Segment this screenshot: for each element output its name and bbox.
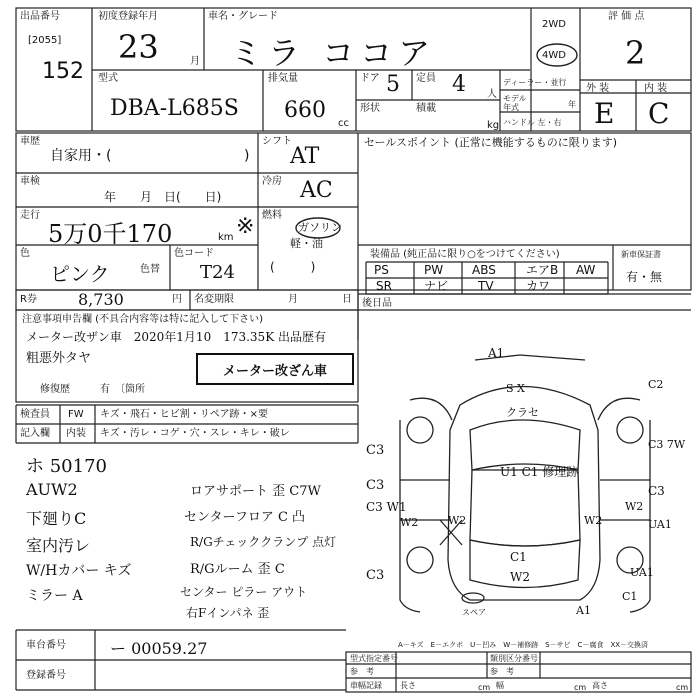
- width-unit: cm: [574, 683, 587, 692]
- drive-4wd: 4WD: [542, 50, 566, 61]
- lot-sub-code: [2055]: [28, 35, 62, 46]
- remark-left-1: ホ 50170: [26, 456, 107, 477]
- exterior-grade: E: [594, 97, 615, 130]
- chassis-label: 車台番号: [26, 640, 66, 651]
- displacement-value: 660: [284, 98, 326, 123]
- lot-number: 152: [42, 59, 84, 84]
- diagram-mark: C1: [622, 590, 638, 603]
- fuel-label: 燃料: [262, 210, 282, 221]
- reference-label-2: 参 考: [490, 667, 514, 676]
- aftersales-label: 後日品: [362, 298, 392, 309]
- mileage-value: 5万0千170: [48, 220, 173, 248]
- remark-left-6: ミラー A: [26, 588, 83, 604]
- remark-right-6: 右Fインパネ 歪: [186, 606, 270, 620]
- remark-left-2: AUW2: [26, 480, 78, 499]
- interior-row-label: 内装: [66, 428, 86, 439]
- displacement-label: 排気量: [268, 73, 298, 84]
- ac-label: 冷房: [262, 176, 282, 187]
- equip-abs: ABS: [472, 263, 496, 277]
- size-record-label: 車幅記録: [350, 681, 382, 690]
- recycle-label: R券: [20, 294, 37, 305]
- fuel-value: ガソリン: [298, 221, 342, 234]
- load-unit: kg: [487, 120, 500, 131]
- repair-history-value: 有 〔箇所: [100, 384, 145, 395]
- first-reg-unit: 月: [190, 56, 200, 67]
- interior-defects: キズ・汚レ・コゲ・穴・スレ・キレ・破レ: [100, 428, 290, 439]
- diagram-mark: C3 W1: [366, 500, 407, 514]
- car-name: ミラ ココア: [230, 34, 437, 72]
- history-label: 車歴: [20, 136, 40, 147]
- color-value: ピンク: [50, 262, 110, 286]
- sales-point-label: セールスポイント (正常に機能するものに限ります): [364, 136, 618, 149]
- diagram-mark: U1 C1 修理跡: [500, 465, 579, 479]
- fuel-paren: ( ): [270, 260, 316, 274]
- car-name-label: 車名・グレード: [208, 11, 278, 22]
- repair-history-label: 修復歴: [40, 384, 70, 395]
- displacement-unit: cc: [338, 118, 349, 129]
- remark-right-3: R/Gチェッククランプ 点灯: [190, 535, 337, 549]
- interior-label: 内 装: [644, 83, 668, 94]
- grade-value: 2: [625, 34, 646, 72]
- notes-line2: 粗悪外タヤ: [26, 351, 92, 366]
- length-label: 長さ: [400, 681, 416, 690]
- diagram-mark: C3: [366, 568, 385, 583]
- fw-label: FW: [68, 409, 84, 420]
- height-label: 高さ: [592, 681, 608, 690]
- equip-navi: ナビ: [424, 279, 449, 293]
- mileage-label: 走行: [20, 210, 40, 221]
- equip-aw: AW: [576, 263, 596, 277]
- model-cert-label: 型式指定番号: [350, 654, 398, 663]
- diagram-mark: UA1: [630, 566, 654, 579]
- remark-right-4: R/Gルーム 歪 C: [190, 562, 285, 577]
- registration-label: 登録番号: [26, 670, 66, 681]
- recycle-value: 8,730: [78, 290, 124, 309]
- diagram-mark: W2: [510, 570, 530, 584]
- model-year-unit: 年: [568, 100, 576, 109]
- doors-value: 5: [386, 72, 400, 97]
- color-code-value: T24: [200, 262, 235, 283]
- history-close: ): [244, 148, 250, 164]
- diagram-mark: W2: [448, 514, 467, 527]
- remark-left-4: 室内汚レ: [26, 536, 91, 555]
- diagram-mark: S X: [506, 382, 525, 395]
- name-change-day: 日: [342, 294, 352, 305]
- remark-right-5: センター ピラー アウト: [180, 585, 308, 599]
- width-label: 幅: [496, 681, 504, 690]
- grade-label: 評 価 点: [608, 11, 645, 22]
- model-value: DBA-L685S: [110, 96, 239, 121]
- recycle-unit: 円: [172, 294, 182, 305]
- diagram-mark: A1: [488, 346, 505, 360]
- diagram-mark: C3: [366, 443, 385, 458]
- mileage-unit: km: [218, 232, 234, 243]
- shaken-text: 年 月 日( 日): [104, 190, 222, 204]
- lot-number-label: 出品番号: [20, 11, 60, 22]
- shift-label: シフト: [262, 136, 292, 147]
- legend: A－キズ E－エクボ U－凹み W－補修跡 S－サビ C－腐食 XX－交換済: [398, 641, 649, 649]
- diagram-mark: C3: [366, 478, 385, 493]
- capacity-value: 4: [452, 72, 466, 97]
- name-change-month: 月: [288, 294, 298, 305]
- shift-value: AT: [290, 144, 320, 169]
- equip-tv: TV: [478, 279, 494, 293]
- equip-airbag: エアB: [526, 263, 559, 277]
- ac-value: AC: [300, 178, 333, 203]
- meter-tampered-stamp: メーター改ざん車: [196, 353, 354, 385]
- load-label: 積載: [416, 103, 436, 114]
- doors-label: ドア: [360, 73, 380, 84]
- equip-sr: SR: [376, 279, 392, 293]
- remark-left-3: 下廻りC: [26, 509, 87, 528]
- class-number-label: 類別区分番号: [490, 654, 538, 663]
- mileage-mark: ※: [236, 214, 255, 239]
- exterior-label: 外 装: [586, 83, 610, 94]
- notes-label: 注意事項申告欄 (不具合内容等は特に記入して下さい): [22, 314, 263, 325]
- diagram-mark: W2: [625, 500, 644, 513]
- model-year-label: モデル 年式: [503, 94, 527, 112]
- interior-grade: C: [648, 97, 670, 130]
- reference-label: 参 考: [350, 667, 374, 676]
- color-code-label: 色コード: [174, 248, 214, 259]
- remark-right-1: ロアサポート 歪 C7W: [190, 484, 321, 499]
- drive-2wd: 2WD: [542, 19, 566, 30]
- diagram-mark: W2: [400, 516, 419, 529]
- fuel-line2: 軽・油: [290, 237, 323, 250]
- length-unit: cm: [478, 683, 491, 692]
- diagram-mark: C2: [648, 378, 664, 391]
- first-reg-year: 23: [118, 28, 159, 66]
- dealer-label: ディーラー・並行: [503, 78, 567, 87]
- shape-label: 形状: [360, 103, 380, 114]
- remark-right-2: センターフロア C 凸: [184, 510, 306, 525]
- color-label: 色: [20, 248, 30, 259]
- equip-pw: PW: [424, 263, 444, 277]
- shaken-label: 車検: [20, 176, 40, 187]
- warranty-value: 有・無: [626, 270, 663, 284]
- handle-label: ハンドル 左・右: [503, 118, 562, 127]
- capacity-unit: 人: [487, 89, 497, 100]
- diagram-mark: A1: [576, 604, 591, 617]
- color-swap-label: 色替: [140, 264, 160, 275]
- warranty-label: 新車保証書: [621, 250, 661, 259]
- inspector-label: 検査員: [20, 409, 50, 420]
- spare-label: スペア: [462, 608, 486, 617]
- equip-kawa: カワ: [526, 279, 551, 293]
- diagram-mark: C3: [648, 484, 665, 498]
- equip-ps: PS: [374, 263, 389, 277]
- diagram-mark: クラセ: [506, 406, 539, 419]
- name-change-label: 名変期限: [194, 294, 234, 305]
- model-label: 型式: [98, 73, 118, 84]
- diagram-mark: C3 7W: [648, 438, 686, 451]
- fw-defects: キズ・飛石・ヒビ割・リペア跡・×要: [100, 409, 268, 420]
- history-value: 自家用・(: [50, 148, 112, 164]
- notes-line1: メーター改ザン車 2020年1月10 173.35K 出品歴有: [26, 330, 326, 344]
- diagram-mark: C1: [510, 550, 527, 564]
- diagram-mark: W2: [584, 514, 603, 527]
- height-unit: cm: [676, 683, 689, 692]
- remark-left-5: W/Hカバー キズ: [26, 563, 132, 579]
- capacity-label: 定員: [416, 73, 436, 84]
- entry-label: 記入欄: [20, 428, 50, 439]
- first-reg-label: 初度登録年月: [98, 11, 158, 22]
- equipment-label: 装備品 (純正品に限り○をつけてください): [370, 249, 560, 260]
- chassis-number: ー 00059.27: [110, 639, 208, 658]
- diagram-mark: UA1: [648, 518, 672, 531]
